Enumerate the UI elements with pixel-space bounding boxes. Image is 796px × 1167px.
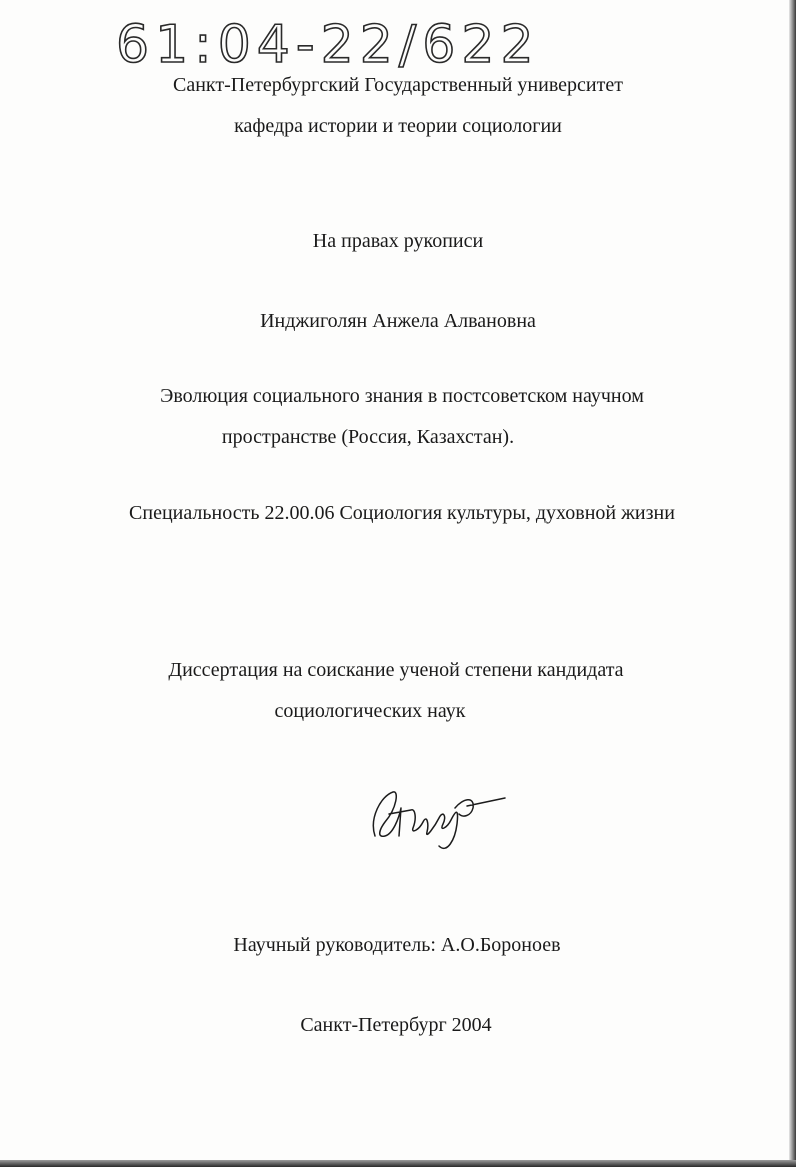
university-name: Санкт-Петербургский Государственный университет xyxy=(173,74,623,96)
specialty-line: Специальность 22.00.06 Социология культуры, духовной жизни xyxy=(129,502,675,524)
handwritten-archive-number xyxy=(112,6,612,72)
dissertation-line-1: Диссертация на соискание ученой степени кандидата xyxy=(168,659,624,681)
place-and-year: Санкт-Петербург 2004 xyxy=(300,1014,492,1036)
scan-edge-right xyxy=(789,0,796,1167)
archive-number-text: 61:04-22/622 xyxy=(116,15,540,72)
author-signature xyxy=(355,778,515,858)
dissertation-line-2: социологических наук xyxy=(274,700,466,722)
scan-edge-bottom xyxy=(0,1160,796,1167)
department-name: кафедра истории и теории социологии xyxy=(234,115,562,137)
author-name: Инджиголян Анжела Алвановна xyxy=(260,310,536,332)
supervisor-line: Научный руководитель: А.О.Бороноев xyxy=(233,934,561,956)
manuscript-note: На правах рукописи xyxy=(312,230,484,252)
thesis-title-line-2: пространстве (Россия, Казахстан). xyxy=(221,426,515,448)
thesis-title-line-1: Эволюция социального знания в постсоветском научном xyxy=(160,385,644,407)
